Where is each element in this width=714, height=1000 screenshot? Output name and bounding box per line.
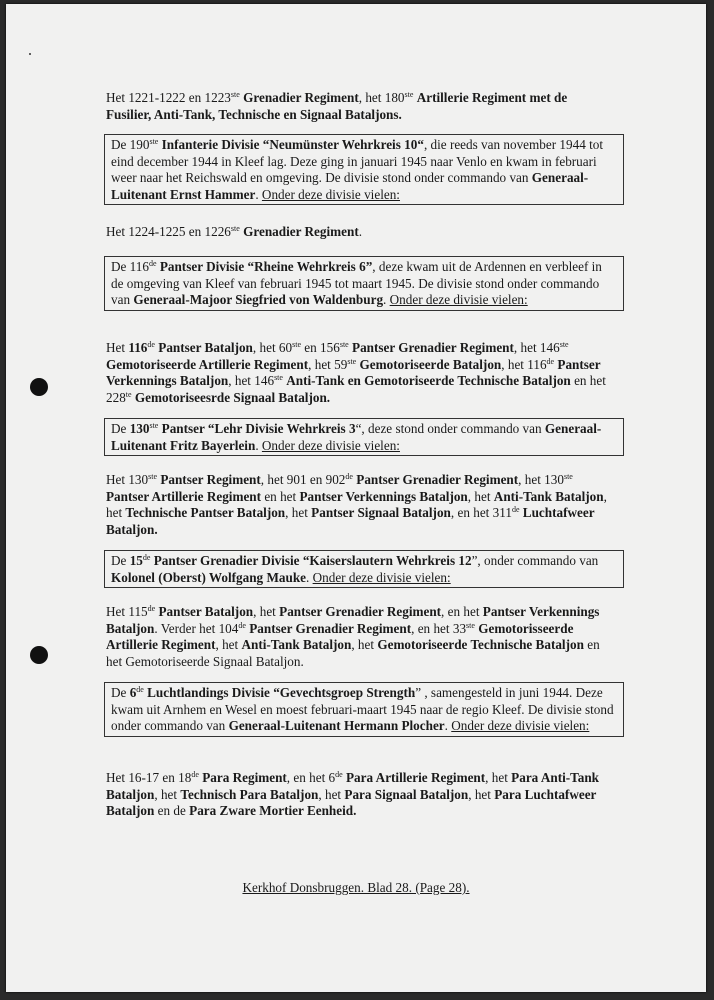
divisions-link: Onder deze divisie vielen: [451, 718, 590, 733]
paragraph-1224-regiment: Het 1224-1225 en 1226ste Grenadier Regiment. [106, 224, 363, 239]
divisions-link: Onder deze divisie vielen: [312, 569, 451, 585]
division-box-130: De 130ste Pantser “Lehr Divisie Wehrkreis 3“, deze stond onder commando van Generaal-Luitenant Fritz Bayerlein. Onder deze divisie vielen: [104, 418, 624, 456]
division-box-15: De 15de Pantser Grenadier Divisie “Kaiserslautern Wehrkreis 12”, onder commando van Kolonel (Oberst) Wolfgang Mauke. Onder deze divisie vielen: [104, 550, 624, 588]
scan-speck [29, 53, 31, 55]
page-footer: Kerkhof Donsbruggen. Blad 28. (Page 28). [242, 880, 470, 895]
divisions-link: Onder deze divisie vielen: [261, 437, 400, 453]
punch-hole-bottom [30, 646, 48, 664]
paragraph-116-units: Het 116de Pantser Bataljon, het 60ste en 156ste Pantser Grenadier Regiment, het 146ste Gemotoriseerde Artillerie Regiment, het 59ste Gemotoriseerde Bataljon, het 116de Pantser Verkennings Bataljon, het 146ste Anti-Tank en Gemotoriseerde Technische Bataljon en het $228^{te}$ Gemotoriseesrde Signaal Bataljon. [106, 340, 606, 405]
division-box-190: De 190ste Infanterie Divisie “Neumünster Wehrkreis 10“, die reeds van november 1944 tot eind december 1944 in Kleef lag. Deze ging in januari 1945 naar Venlo en kwam in februari weer naar het Reichswald en omgeving. De divisie stond onder commando van Generaal-Luitenant Ernst Hammer. Onder deze divisie vielen: [104, 134, 624, 205]
division-box-6: De 6de Luchtlandings Divisie “Gevechtsgroep Strength” , samengesteld in juni 1944. Deze kwam uit Arnhem en Wesel en moest februari-maart 1945 naar de regio Kleef. De divisie stond onder commando van Generaal-Luitenant Hermann Plocher. Onder deze divisie vielen: [104, 682, 624, 737]
divisions-link: Onder deze divisie vielen: [389, 292, 528, 307]
paragraph-130-units: Het 130ste Pantser Regiment, het 901 en 902de Pantser Grenadier Regiment, het 130ste Pantser Artillerie Regiment en het Pantser Verkennings Bataljon, het Anti-Tank Bataljon, het Technische Pantser Bataljon, het Pantser Signaal Bataljon, en het 311de Luchtafweer Bataljon. [106, 472, 607, 537]
paragraph-1221-regiments: Het 1221-1222 en 1223ste Grenadier Regiment, het 180ste Artillerie Regiment met de Fusilier, Anti-Tank, Technische en Signaal Bataljons. [106, 90, 568, 122]
divisions-link: Onder deze divisie vielen: [261, 186, 400, 202]
paragraph-15-units: Het 115de Pantser Bataljon, het Pantser Grenadier Regiment, en het Pantser Verkennings Bataljon. Verder het 104de Pantser Grenadier Regiment, en het 33ste Gemotorisseerde Artillerie Regiment, het Anti-Tank Bataljon, het Gemotoriseerde Technische Bataljon en het Gemotoriseerde Signaal Bataljon. [106, 604, 600, 669]
punch-hole-top [30, 378, 48, 396]
division-box-116: De 116de Pantser Divisie “Rheine Wehrkreis 6”, deze kwam uit de Ardennen en verbleef in de omgeving van Kleef van februari 1945 tot maart 1945. De divisie stond onder commando van Generaal-Majoor Siegfried von Waldenburg. Onder deze divisie vielen: [104, 256, 624, 311]
document-page [6, 4, 706, 992]
paragraph-6-para-units: Het 16-17 en 18de Para Regiment, en het 6de Para Artillerie Regiment, het Para Anti-Tank Bataljon, het Technisch Para Bataljon, het Para Signaal Bataljon, het Para Luchtafweer Bataljon en de Para Zware Mortier Eenheid. [106, 770, 599, 818]
